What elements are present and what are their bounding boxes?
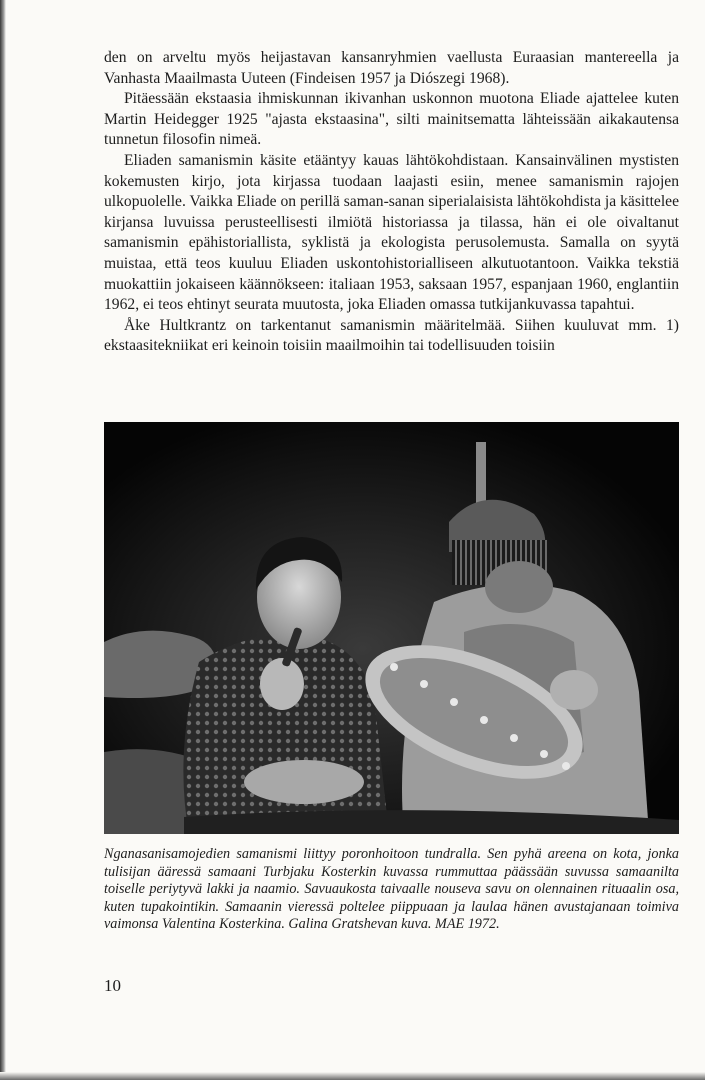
page-number: 10 (104, 976, 121, 995)
page-binding-edge (0, 0, 6, 1080)
paragraph-1: den on arveltu myös heijastavan kansanryhmien vaellusta Euraasian mantereella ja Vanhasta Maailmasta Uuteen (Findeisen 1957 ja Diószegi 1968). (104, 49, 679, 87)
paragraph-3: Eliaden samanismin käsite etääntyy kauas lähtökohdistaan. Kansainvälinen mystisten kokemusten kirjo, jota kirjassa tuodaan laajasti esiin, menee samanismin rajojen ulkopuolelle. Vaikka Eliade on perillä saman-sanan siperialaisista lähtökohdista ja käsittelee kirjansa luvuissa perusteellisesti ilmiötä historiassa ja tilassa, hän ei ole oivaltanut samanismin epähistoriallista, syklistä ja ekologista perusolemusta. Samalla on syytä muistaa, että teos kuuluu Eliaden uskontohistorialliseen alkutuotantoon. Vaikka tekstiä muokattiin jokaiseen käännökseen: italiaan 1953, saksaan 1957, espanjaan 1960, englantiin 1962, ei teos ehtinyt seurata muutosta, joka Eliaden omassa tutkijankuvassa tapahtui. (104, 151, 679, 314)
drum-stud (390, 663, 398, 671)
drum-stud (540, 750, 548, 758)
paragraph-4: Åke Hultkrantz on tarkentanut samanismin määritelmää. Siihen kuuluvat mm. 1) ekstaasitekniikat eri keinoin toisiin maailmoihin tai todellisuuden toisiin (104, 316, 679, 355)
shaman-photo (104, 422, 679, 834)
drum-stud (450, 698, 458, 706)
woman-hands-lap (244, 760, 364, 804)
shaman-hand (550, 670, 598, 710)
photo-caption: Nganasanisamojedien samanismi liittyy poronhoitoon tundralla. Sen pyhä areena on kota, jonka tulisijan ääressä samaani Turbjaku Kosterkin kuvassa rummuttaa päässään suvussa samaanilta toiselle periytyvä lakki ja naamio. Savuaukosta taivaalle nouseva savu on olennainen rituaalin osa, kuten tupakointikin. Samaanin vieressä poltelee piippuaan ja laulaa hänen avustajanaan toimiva vaimonsa Valentina Kosterkina. Galina Gratshevan kuva. MAE 1972. (104, 846, 679, 933)
shaman-face (485, 561, 553, 613)
body-text (104, 48, 679, 357)
woman-hand (260, 658, 304, 710)
drum-stud (480, 716, 488, 724)
drum-stud (562, 762, 570, 770)
drum-stud (420, 680, 428, 688)
drum-stud (510, 734, 518, 742)
page-bottom-edge (0, 1072, 705, 1080)
paragraph-2: Pitäessään ekstaasia ihmiskunnan ikivanhan uskonnon muotona Eliade ajattelee kuten Martin Heidegger 1925 "ajasta ekstaasina", silti mainitsematta lähteissään aikakautensa tunnetun filosofin nimeä. (104, 90, 679, 149)
